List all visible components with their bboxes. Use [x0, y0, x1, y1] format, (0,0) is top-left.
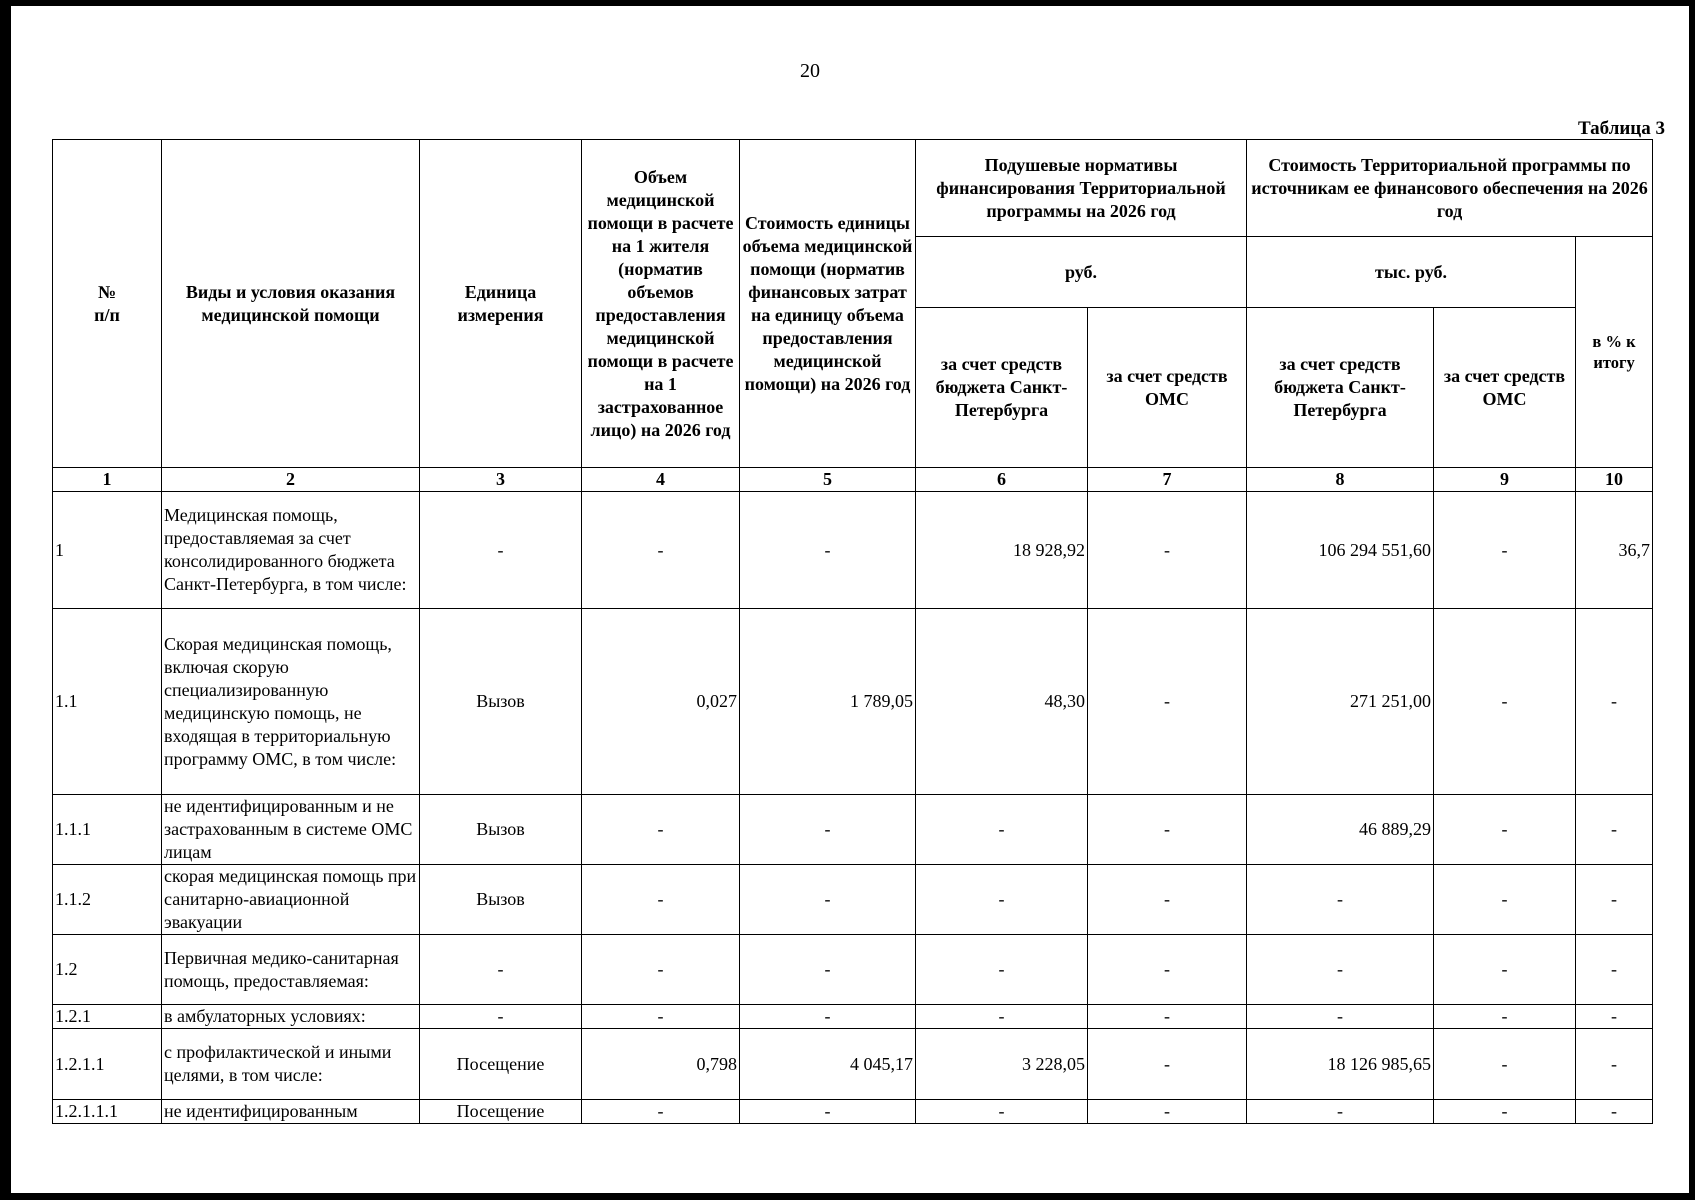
table-row: [53, 1029, 1653, 1100]
scan-border-top: [0, 0, 1695, 6]
header-care-type: Виды и условия оказания медицинской помощи: [162, 140, 420, 468]
row-per-capita-budget: 48,30: [916, 609, 1088, 795]
row-per-capita-oms: -: [1088, 492, 1247, 609]
column-number: 8: [1247, 468, 1434, 492]
row-percent: -: [1576, 935, 1653, 1005]
row-cost-budget: -: [1247, 865, 1434, 935]
row-per-capita-oms: -: [1088, 609, 1247, 795]
column-number: 5: [740, 468, 916, 492]
column-number: 2: [162, 468, 420, 492]
row-percent: -: [1576, 865, 1653, 935]
row-unit: -: [420, 492, 582, 609]
row-unit-cost: -: [740, 935, 916, 1005]
row-volume: -: [582, 795, 740, 865]
row-cost-budget: -: [1247, 1005, 1434, 1029]
column-number: 10: [1576, 468, 1653, 492]
row-cost-budget: 271 251,00: [1247, 609, 1434, 795]
header-oms-7: за счет средств ОМС: [1088, 308, 1247, 468]
scan-border-bottom: [0, 1193, 1695, 1200]
row-number: 1.2.1.1.1: [53, 1100, 162, 1124]
row-per-capita-budget: -: [916, 795, 1088, 865]
row-number: 1.2: [53, 935, 162, 1005]
table-row: [53, 1005, 1653, 1029]
row-number: 1.1.2: [53, 865, 162, 935]
scan-border-left: [0, 0, 11, 1200]
row-per-capita-budget: -: [916, 1100, 1088, 1124]
row-number: 1.2.1.1: [53, 1029, 162, 1100]
row-cost-oms: -: [1434, 1100, 1576, 1124]
column-number: 4: [582, 468, 740, 492]
row-volume: -: [582, 865, 740, 935]
row-percent: -: [1576, 795, 1653, 865]
row-cost-budget: 106 294 551,60: [1247, 492, 1434, 609]
row-name: Медицинская помощь, предоставляемая за счет консолидированного бюджета Санкт-Петербурга, в том числе:: [162, 492, 420, 609]
row-unit: Вызов: [420, 795, 582, 865]
row-per-capita-oms: -: [1088, 795, 1247, 865]
row-per-capita-oms: -: [1088, 1005, 1247, 1029]
row-cost-oms: -: [1434, 795, 1576, 865]
row-unit: Вызов: [420, 865, 582, 935]
row-name: с профилактической и иными целями, в том числе:: [162, 1029, 420, 1100]
row-number: 1.2.1: [53, 1005, 162, 1029]
header-rub: руб.: [916, 237, 1247, 308]
column-number: 3: [420, 468, 582, 492]
table-row: [53, 609, 1653, 795]
row-per-capita-budget: 3 228,05: [916, 1029, 1088, 1100]
row-volume: 0,798: [582, 1029, 740, 1100]
row-number: 1.1: [53, 609, 162, 795]
row-unit-cost: -: [740, 865, 916, 935]
header-cost-group: Стоимость Территориальной программы по источникам ее финансового обеспечения на 2026 год: [1247, 140, 1653, 237]
row-volume: -: [582, 935, 740, 1005]
row-per-capita-budget: -: [916, 865, 1088, 935]
column-number: 9: [1434, 468, 1576, 492]
row-cost-oms: -: [1434, 1029, 1576, 1100]
row-unit: Вызов: [420, 609, 582, 795]
row-unit-cost: -: [740, 1005, 916, 1029]
row-name: Скорая медицинская помощь, включая скорую специализированную медицинскую помощь, не входящая в территориальную программу ОМС, в том числе:: [162, 609, 420, 795]
row-per-capita-oms: -: [1088, 1100, 1247, 1124]
row-unit: -: [420, 935, 582, 1005]
row-per-capita-oms: -: [1088, 865, 1247, 935]
scan-border-right: [1689, 0, 1695, 1200]
row-unit-cost: 4 045,17: [740, 1029, 916, 1100]
row-cost-oms: -: [1434, 1005, 1576, 1029]
row-percent: -: [1576, 1100, 1653, 1124]
row-percent: 36,7: [1576, 492, 1653, 609]
row-name: скорая медицинская помощь при санитарно-авиационной эвакуации: [162, 865, 420, 935]
row-volume: 0,027: [582, 609, 740, 795]
header-unit-cost: Стоимость единицы объема медицинской помощи (норматив финансовых затрат на единицу объема предоставления медицинской помощи) на 2026 год: [740, 140, 916, 468]
header-number: № п/п: [53, 140, 162, 468]
program-cost-table: [52, 139, 1653, 1124]
row-unit: Посещение: [420, 1029, 582, 1100]
row-per-capita-budget: -: [916, 1005, 1088, 1029]
row-cost-oms: -: [1434, 935, 1576, 1005]
row-volume: -: [582, 1005, 740, 1029]
row-cost-budget: -: [1247, 935, 1434, 1005]
column-number: 6: [916, 468, 1088, 492]
row-unit: Посещение: [420, 1100, 582, 1124]
row-per-capita-oms: -: [1088, 1029, 1247, 1100]
row-percent: -: [1576, 609, 1653, 795]
row-per-capita-budget: 18 928,92: [916, 492, 1088, 609]
row-unit-cost: -: [740, 1100, 916, 1124]
header-oms-9: за счет средств ОМС: [1434, 308, 1576, 468]
row-unit: -: [420, 1005, 582, 1029]
row-cost-oms: -: [1434, 492, 1576, 609]
table-row: [53, 795, 1653, 865]
header-thous-rub: тыс. руб.: [1247, 237, 1576, 308]
header-percent: в % к итогу: [1576, 237, 1653, 468]
row-cost-budget: -: [1247, 1100, 1434, 1124]
header-per-capita-group: Подушевые нормативы финансирования Территориальной программы на 2026 год: [916, 140, 1247, 237]
header-budget-spb-6: за счет средств бюджета Санкт-Петербурга: [916, 308, 1088, 468]
header-unit: Единица измерения: [420, 140, 582, 468]
header-budget-spb-8: за счет средств бюджета Санкт-Петербурга: [1247, 308, 1434, 468]
column-number: 7: [1088, 468, 1247, 492]
row-cost-oms: -: [1434, 865, 1576, 935]
row-cost-budget: 18 126 985,65: [1247, 1029, 1434, 1100]
row-volume: -: [582, 1100, 740, 1124]
row-per-capita-budget: -: [916, 935, 1088, 1005]
column-number: 1: [53, 468, 162, 492]
row-name: в амбулаторных условиях:: [162, 1005, 420, 1029]
row-cost-budget: 46 889,29: [1247, 795, 1434, 865]
row-unit-cost: -: [740, 492, 916, 609]
table-row: [53, 865, 1653, 935]
row-percent: -: [1576, 1005, 1653, 1029]
row-cost-oms: -: [1434, 609, 1576, 795]
table-title: Таблица 3: [1577, 118, 1665, 139]
row-name: Первичная медико-санитарная помощь, предоставляемая:: [162, 935, 420, 1005]
table-row: [53, 492, 1653, 609]
column-numbers-row: [53, 468, 1653, 492]
row-volume: -: [582, 492, 740, 609]
row-unit-cost: 1 789,05: [740, 609, 916, 795]
row-unit-cost: -: [740, 795, 916, 865]
row-number: 1.1.1: [53, 795, 162, 865]
row-per-capita-oms: -: [1088, 935, 1247, 1005]
row-number: 1: [53, 492, 162, 609]
table-row: [53, 935, 1653, 1005]
table-row: [53, 1100, 1653, 1124]
row-name: не идентифицированным и не застрахованным в системе ОМС лицам: [162, 795, 420, 865]
header-volume: Объем медицинской помощи в расчете на 1 жителя (норматив объемов предоставления медицинской помощи в расчете на 1 застрахованное лицо) на 2026 год: [582, 140, 740, 468]
row-percent: -: [1576, 1029, 1653, 1100]
row-name: не идентифицированным: [162, 1100, 420, 1124]
page-number: 20: [800, 60, 820, 82]
